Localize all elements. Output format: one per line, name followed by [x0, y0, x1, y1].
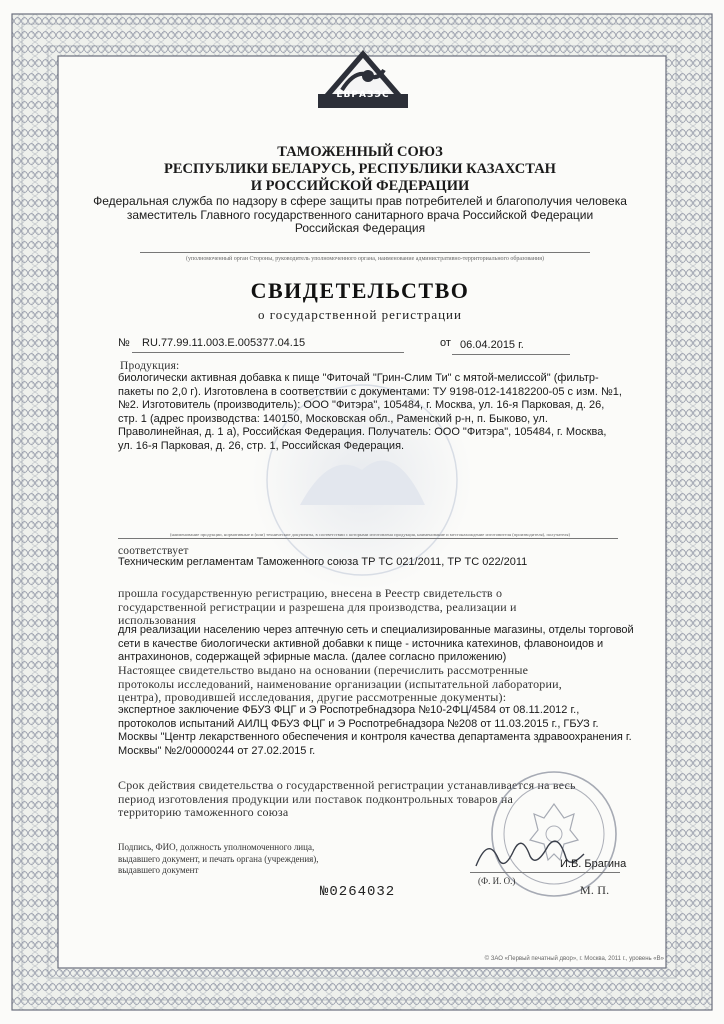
product-label: Продукция:	[120, 360, 180, 372]
basis-line-1: Настоящее свидетельство выдано на основании (перечислить рассмотренные	[118, 663, 529, 677]
registry-statement	[118, 587, 638, 628]
basis-documents	[118, 704, 638, 758]
authority-block	[80, 195, 640, 236]
basis-statement	[118, 664, 638, 705]
serial-number: №0264032	[320, 884, 396, 900]
union-heading	[80, 144, 640, 195]
divider	[470, 872, 620, 873]
validity-line-2: период изготовления продукции или поставок подконтрольных товаров на	[118, 791, 514, 806]
signatory-name: И.В. Брагина	[560, 858, 627, 870]
basis-detail-line-2: протоколов испытаний АИЛЦ ФБУЗ ФЦГ и Э Роспотребнадзора №208 от 11.03.2015 г., ГБУЗ г.	[118, 717, 599, 730]
divider	[118, 538, 618, 539]
basis-detail-line-4: Москвы" №2/00000244 от 27.02.2015 г.	[118, 744, 316, 757]
union-heading-line-2: РЕСПУБЛИКИ БЕЛАРУСЬ, РЕСПУБЛИКИ КАЗАХСТАН	[164, 161, 556, 177]
validity-line-1: Срок действия свидетельства о государственной регистрации устанавливается на весь	[118, 778, 576, 792]
signature-caption	[118, 842, 319, 877]
usage-line-1: для реализации населению через аптечную сеть и специализированные магазины, отделы торговой	[118, 624, 634, 636]
usage-text	[118, 624, 638, 665]
signatory-name-caption: (Ф. И. О.)	[478, 876, 516, 886]
divider	[452, 354, 570, 355]
basis-detail-line-3: Москвы "Центр лекарственного обеспечения и контроля качества департамента здравоохранения г.	[118, 731, 632, 744]
divider	[132, 352, 404, 353]
validity-line-3: территорию таможенного союза	[118, 805, 289, 819]
authority-caption: (уполномоченный орган Стороны, руководитель уполномоченного органа, наименование административно-территориального образования)	[186, 256, 544, 262]
product-line-1: биологически активная добавка к пище "Фиточай "Грин-Слим Ти" с мятой-мелиссой" (фильтр-	[118, 372, 599, 384]
certificate-number: RU.77.99.11.003.Е.005377.04.15	[142, 337, 306, 349]
basis-detail-line-1: экспертное заключение ФБУЗ ФЦГ и Э Роспотребнадзора №10-2ФЦ/4584 от 08.11.2012 г.,	[118, 704, 580, 716]
printer-footer: © ЗАО «Первый печатный двор», г. Москва, 2011 г., уровень «В»	[484, 956, 664, 962]
authority-line-2: заместитель Главного государственного санитарного врача Российской Федерации	[126, 207, 594, 222]
date-prefix: от	[440, 337, 451, 349]
divider	[140, 252, 590, 253]
registry-line-3: использования	[118, 613, 196, 627]
basis-line-2: протоколы исследований, наименование организации (испытательной лаборатории,	[118, 676, 562, 691]
union-heading-line-1: ТАМОЖЕННЫЙ СОЮЗ	[277, 144, 443, 160]
signature-caption-line-2: выдавшего документ, и печать органа (учреждения),	[118, 853, 319, 864]
authority-line-3: Российская Федерация	[294, 221, 426, 236]
signature-caption-line-3: выдавшего документ	[118, 865, 199, 875]
compliance-text: Техническим регламентам Таможенного союза ТР ТС 021/2011, ТР ТС 022/2011	[118, 556, 528, 568]
union-heading-line-3: И РОССИЙСКОЙ ФЕДЕРАЦИИ	[250, 178, 470, 194]
signature-caption-line-1: Подпись, ФИО, должность уполномоченного лица,	[118, 842, 315, 852]
product-description	[118, 372, 638, 454]
registry-line-2: государственной регистрации и разрешена для производства, реализации и	[118, 599, 517, 614]
compliance-label: соответствует	[118, 545, 189, 557]
certificate-date: 06.04.2015 г.	[460, 339, 524, 351]
registry-line-1: прошла государственную регистрацию, внесена в Реестр свидетельств о	[118, 586, 503, 600]
product-line-3: №2. Изготовитель (производитель): ООО "Фитэра", 105484, г. Москва, ул. 16-я Парковая, д. 26,	[118, 399, 605, 412]
logo-text: ЕВРАЗЭС	[336, 90, 390, 100]
product-line-6: ул. 16-я Парковая, д. 26, стр. 1, Российская Федерация.	[118, 439, 405, 452]
number-prefix: №	[118, 337, 130, 349]
document-title: СВИДЕТЕЛЬСТВО	[250, 278, 470, 303]
product-caption: (наименование продукции, нормативные и (или) технические документы, в соответствии с которыми изготовлена продукция, наименование и местонахождение изготовителя (производителя), получателя)	[170, 532, 570, 537]
basis-line-3: центра), проводившей исследования, другие рассмотренные документы):	[118, 690, 507, 704]
seal-place-label: М. П.	[580, 883, 610, 897]
product-line-2: пакеты по 2,0 г). Изготовлена в соответствии с документами: ТУ 9198-012-14182200-05 с изм. №1,	[118, 385, 622, 398]
document-subtitle: о государственной регистрации	[258, 307, 462, 322]
usage-line-2: сети в качестве биологически активной добавки к пище - источника катехинов, флавоноидов и	[118, 637, 604, 650]
usage-line-3: антрахинонов, содержащей эфирные масла. (далее согласно приложению)	[118, 651, 507, 664]
authority-line-1: Федеральная служба по надзору в сфере защиты прав потребителей и благополучия человека	[93, 194, 627, 208]
product-line-5: Праволинейная, д. 1 а), Российская Федерация. Получатель: ООО "Фитэра", 105484, г. Москва,	[118, 426, 607, 439]
product-line-4: стр. 1 (адрес производства: 140150, Московская обл., Раменский р-н, п. Быково, ул.	[118, 412, 548, 425]
